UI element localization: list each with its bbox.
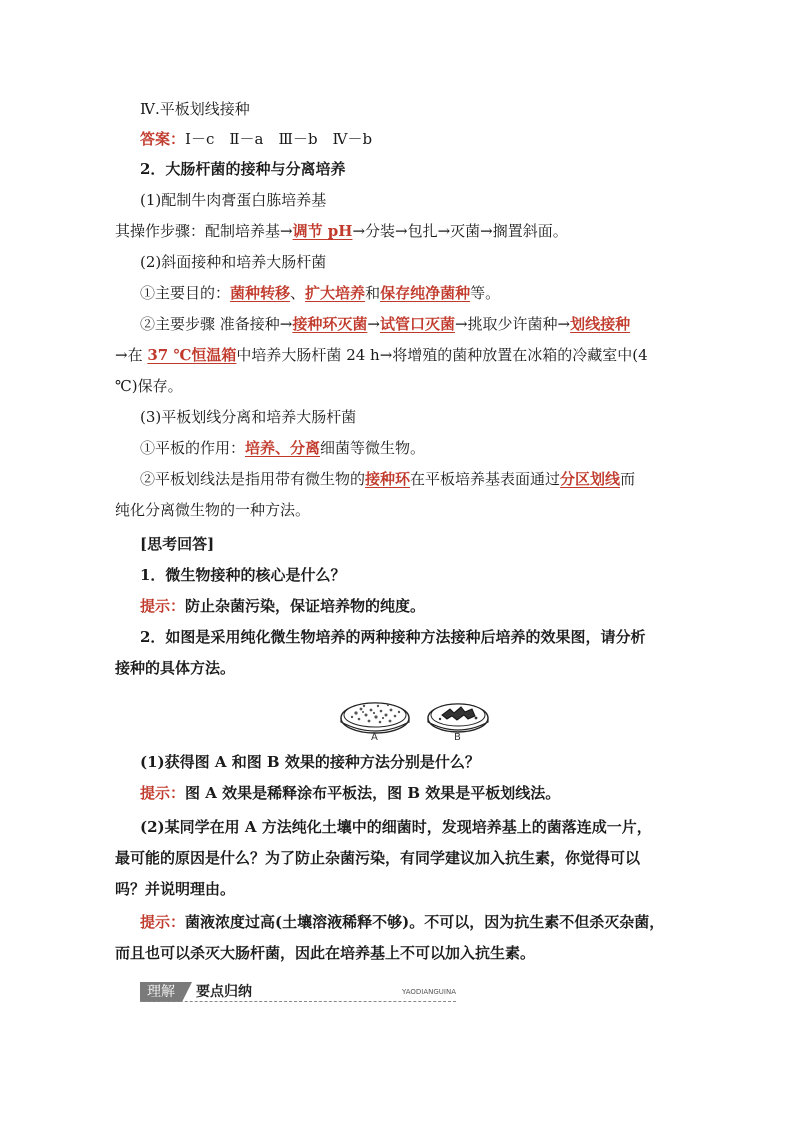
think-answer-heading (140, 534, 214, 554)
section-pinyin: YAODIANGUINA (401, 988, 456, 996)
text-span: ①主要目的： (140, 284, 231, 302)
hint-text: 图 A 效果是稀释涂布平板法，图 B 效果是平板划线法。 (185, 784, 561, 802)
petri-dish-figure (330, 688, 500, 744)
fill-blank: 接种环灭菌 (292, 315, 368, 333)
hint-text: 防止杂菌污染，保证培养物的纯度。 (185, 597, 426, 615)
text-line (140, 252, 326, 272)
answer-text: Ⅰ－c Ⅱ－a Ⅲ－b Ⅳ－b (185, 130, 373, 148)
dish-b (428, 704, 488, 732)
text-span: 等。 (470, 284, 501, 302)
text-line (140, 469, 635, 489)
question-line (140, 627, 645, 647)
hint-label: 提示： (140, 913, 186, 931)
heading-text: 2．大肠杆菌的接种与分离培养 (140, 160, 346, 178)
answer-line (140, 129, 372, 149)
text-line (140, 283, 500, 303)
text-line (115, 376, 183, 396)
question-line (115, 879, 235, 899)
section-title: 要点归纳 (196, 984, 252, 1000)
subheading: (1)配制牛肉膏蛋白胨培养基 (140, 191, 327, 209)
question-line (140, 752, 480, 772)
heading-text: [思考回答] (140, 535, 215, 553)
hint-label: 提示： (140, 784, 186, 802)
text-span: 细菌等微生物。 (320, 439, 426, 457)
text-span: 在平板培养基表面通过 (410, 470, 561, 488)
question-text: (1)获得图 A 和图 B 效果的接种方法分别是什么？ (140, 753, 480, 771)
text-line (115, 221, 568, 241)
text-line (140, 190, 326, 210)
question-text: 1．微生物接种的核心是什么？ (140, 566, 346, 584)
subheading: (3)平板划线分离和培养大肠杆菌 (140, 408, 357, 426)
question-text: 接种的具体方法。 (115, 659, 236, 677)
fill-blank: 接种环 (365, 470, 411, 488)
question-text: 吗？并说明理由。 (115, 880, 236, 898)
text-span: → (367, 315, 380, 333)
hint-line (115, 943, 535, 963)
hint-line (140, 912, 664, 932)
section-rule (140, 1001, 456, 1002)
section-bar (140, 982, 456, 1002)
figure-label-b: B (454, 732, 461, 743)
fill-blank: 分区划线 (560, 470, 621, 488)
section-heading (140, 159, 345, 179)
text-line (115, 500, 310, 520)
hint-line (140, 783, 560, 803)
hint-text: 菌液浓度过高(土壤溶液稀释不够)。不可以，因为抗生素不但杀灭杂菌， (185, 913, 665, 931)
question-text: (2)某同学在用 A 方法纯化土壤中的细菌时，发现培养基上的菌落连成一片， (140, 818, 652, 836)
fill-blank: 37 ℃恒温箱 (147, 346, 237, 364)
text-line (140, 438, 425, 458)
question-line (140, 817, 652, 837)
text-span: ②平板划线法是指用带有微生物的 (140, 470, 366, 488)
text-span: 其操作步骤：配制培养基→ (115, 222, 293, 240)
question-line (140, 565, 345, 585)
method-iv: Ⅳ.平板划线接种 (140, 100, 250, 118)
fill-blank: 菌种转移 (230, 284, 291, 302)
question-text: 最可能的原因是什么？为了防止杂菌污染，有同学建议加入抗生素，你觉得可以 (115, 849, 641, 867)
section-tag: 理解 (140, 982, 182, 1002)
text-span: ①平板的作用： (140, 439, 246, 457)
hint-line (140, 596, 425, 616)
text-span: 纯化分离微生物的一种方法。 (115, 501, 311, 519)
figure-label-a: A (371, 732, 378, 743)
dish-a (341, 703, 409, 733)
hint-label: 提示： (140, 597, 186, 615)
text-span: →分装→包扎→灭菌→搁置斜面。 (352, 222, 568, 240)
text-span: →在 (115, 346, 148, 364)
text-span: ℃)保存。 (115, 377, 183, 395)
text-line (115, 345, 648, 365)
fill-blank: 扩大培养 (305, 284, 366, 302)
hint-text: 而且也可以杀灭大肠杆菌，因此在培养基上不可以加入抗生素。 (115, 944, 536, 962)
subheading: (2)斜面接种和培养大肠杆菌 (140, 253, 327, 271)
question-text: 2．如图是采用纯化微生物培养的两种接种方法接种后培养的效果图，请分析 (140, 628, 646, 646)
text-span: →挑取少许菌种→ (454, 315, 571, 333)
text-span: 而 (620, 470, 636, 488)
text-line (140, 407, 356, 427)
fill-blank: 保存纯净菌种 (380, 284, 471, 302)
petri-dish-illustration (330, 688, 500, 744)
text-line (140, 99, 250, 119)
text-line (140, 314, 630, 334)
text-span: 和 (365, 284, 381, 302)
tag-slash-decoration (182, 982, 192, 1002)
fill-blank: 试管口灭菌 (379, 315, 455, 333)
text-span: 、 (290, 284, 306, 302)
answer-label: 答案： (140, 130, 186, 148)
text-span: 中培养大肠杆菌 24 h→将增殖的菌种放置在冰箱的冷藏室中(4 (236, 346, 648, 364)
question-line (115, 848, 640, 868)
fill-blank: 调节 pH (292, 222, 353, 240)
question-line (115, 658, 235, 678)
fill-blank: 培养、分离 (245, 439, 321, 457)
fill-blank: 划线接种 (570, 315, 631, 333)
text-span: ②主要步骤 准备接种→ (140, 315, 293, 333)
